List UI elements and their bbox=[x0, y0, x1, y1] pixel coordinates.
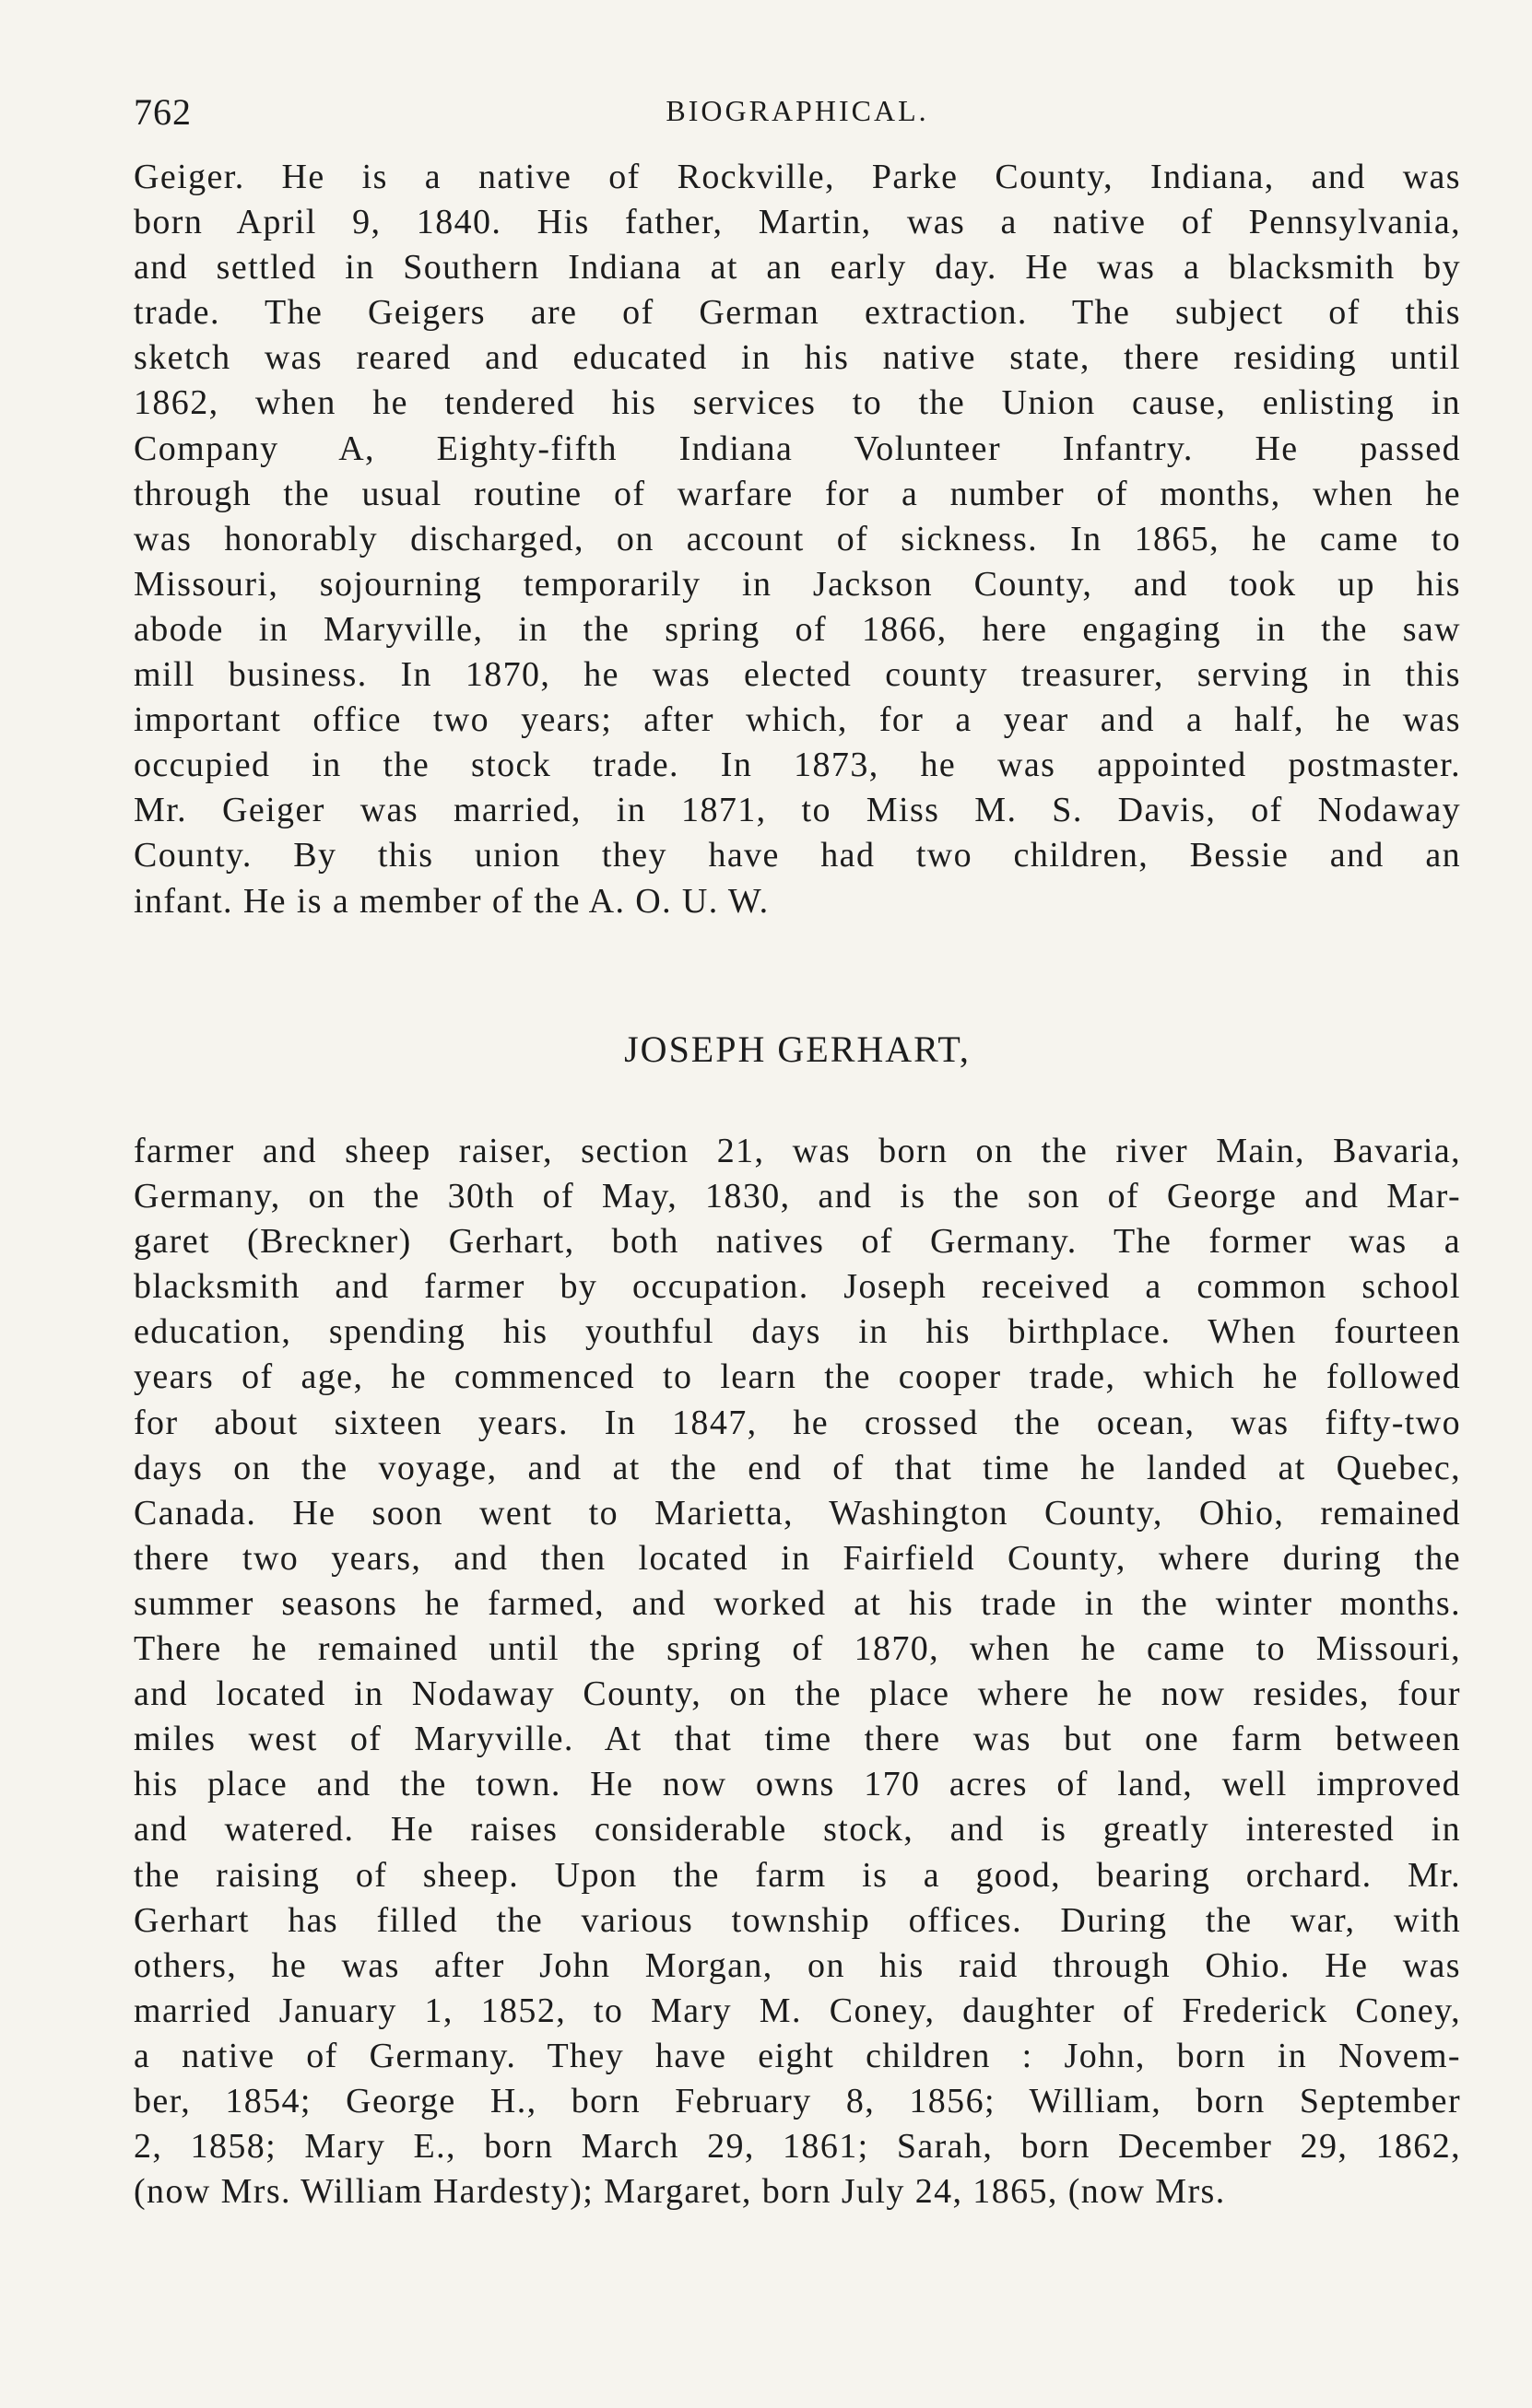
text-line: (now Mrs. William Hardesty); Margaret, born July 24, 1865, (now Mrs. bbox=[134, 2172, 1226, 2212]
section-heading: JOSEPH GERHART, bbox=[624, 1028, 971, 1070]
text-line: sketch was reared and educated in his native state, there residing until bbox=[134, 338, 1461, 378]
text-line: others, he was after John Morgan, on his raid through Ohio. He was bbox=[134, 1945, 1461, 1985]
text-line: ber, 1854; George H., born February 8, 1856; William, born September bbox=[134, 2081, 1461, 2120]
text-line: his place and the town. He now owns 170 acres of land, well improved bbox=[134, 1765, 1461, 1804]
text-line: married January 1, 1852, to Mary M. Coney, daughter of Frederick Coney, bbox=[134, 1991, 1461, 2030]
text-line: infant. He is a member of the A. O. U. W. bbox=[134, 881, 770, 921]
text-line: trade. The Geigers are of German extraction. The subject of this bbox=[134, 293, 1461, 333]
text-line: for about sixteen years. In 1847, he crossed the ocean, was fifty-two bbox=[134, 1403, 1461, 1442]
text-line: County. By this union they have had two children, Bessie and an bbox=[134, 836, 1461, 875]
page-number: 762 bbox=[134, 91, 192, 133]
text-line: was honorably discharged, on account of sickness. In 1865, he came to bbox=[134, 519, 1461, 558]
text-line: there two years, and then located in Fairfield County, where during the bbox=[134, 1538, 1461, 1578]
text-line: born April 9, 1840. His father, Martin, was a native of Pennsylvania, bbox=[134, 203, 1461, 242]
text-line: Mr. Geiger was married, in 1871, to Miss M. S. Davis, of Nodaway bbox=[134, 791, 1461, 830]
text-line: years of age, he commenced to learn the cooper trade, which he followed bbox=[134, 1357, 1461, 1397]
text-line: and watered. He raises considerable stock, and is greatly interested in bbox=[134, 1810, 1461, 1850]
text-line: 1862, when he tendered his services to the Union cause, enlisting in bbox=[134, 383, 1461, 423]
text-line: through the usual routine of warfare for a number of months, when he bbox=[134, 474, 1461, 513]
text-line: There he remained until the spring of 1870, when he came to Missouri, bbox=[134, 1629, 1461, 1669]
paragraph-gerhart bbox=[134, 1129, 1461, 2214]
text-line: mill business. In 1870, he was elected county treasurer, serving in this bbox=[134, 655, 1461, 695]
text-line: miles west of Maryville. At that time there was but one farm between bbox=[134, 1720, 1461, 1759]
paragraph-geiger bbox=[134, 155, 1461, 924]
text-line: a native of Germany. They have eight children : John, born in Novem- bbox=[134, 2036, 1461, 2075]
text-line: blacksmith and farmer by occupation. Joseph received a common school bbox=[134, 1267, 1461, 1307]
text-line: days on the voyage, and at the end of that time he landed at Quebec, bbox=[134, 1448, 1461, 1487]
text-line: Company A, Eighty-fifth Indiana Volunteer Infantry. He passed bbox=[134, 429, 1461, 468]
text-line: Germany, on the 30th of May, 1830, and is the son of George and Mar- bbox=[134, 1177, 1461, 1216]
text-line: Geiger. He is a native of Rockville, Parke County, Indiana, and was bbox=[134, 158, 1461, 196]
text-line: and settled in Southern Indiana at an early day. He was a blacksmith by bbox=[134, 248, 1461, 288]
page-header bbox=[134, 90, 1461, 133]
text-line: Canada. He soon went to Marietta, Washington County, Ohio, remained bbox=[134, 1493, 1461, 1533]
text-line: Missouri, sojourning temporarily in Jackson County, and took up his bbox=[134, 564, 1461, 604]
text-line: farmer and sheep raiser, section 21, was born on the river Main, Bavaria, bbox=[134, 1132, 1461, 1170]
text-line: occupied in the stock trade. In 1873, he was appointed postmaster. bbox=[134, 746, 1461, 785]
text-line: 2, 1858; Mary E., born March 29, 1861; Sarah, born December 29, 1862, bbox=[134, 2127, 1461, 2167]
text-line: the raising of sheep. Upon the farm is a good, bearing orchard. Mr. bbox=[134, 1855, 1461, 1895]
text-line: important office two years; after which, for a year and a half, he was bbox=[134, 700, 1461, 740]
text-line: education, spending his youthful days in his birthplace. When fourteen bbox=[134, 1312, 1461, 1352]
text-line: Gerhart has filled the various township offices. During the war, with bbox=[134, 1900, 1461, 1940]
text-line: abode in Maryville, in the spring of 1866, here engaging in the saw bbox=[134, 609, 1461, 649]
running-head: BIOGRAPHICAL. bbox=[666, 94, 929, 127]
text-line: summer seasons he farmed, and worked at his trade in the winter months. bbox=[134, 1583, 1461, 1623]
text-line: garet (Breckner) Gerhart, both natives of Germany. The former was a bbox=[134, 1222, 1461, 1262]
text-line: and located in Nodaway County, on the place where he now resides, four bbox=[134, 1674, 1461, 1714]
